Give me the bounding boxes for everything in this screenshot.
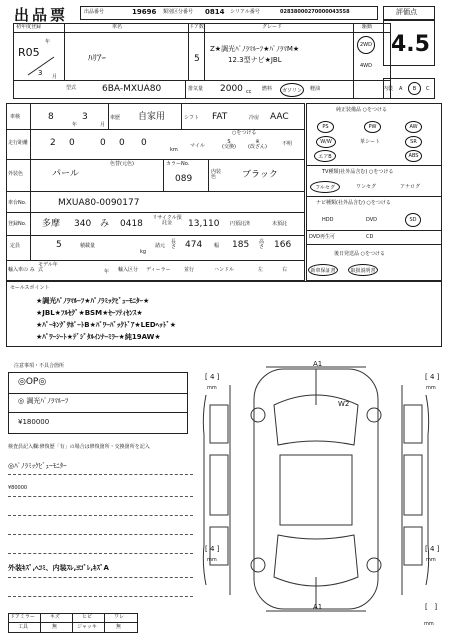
displacement-unit: cc <box>246 89 252 95</box>
mileage-opt-tampered: ※ (改ざん) <box>248 139 267 150</box>
grade-label: グレード <box>262 24 283 30</box>
bracket-unit-lb: mm <box>207 557 217 563</box>
bracket-unit-rb: mm <box>426 557 436 563</box>
handle-right: 右 <box>282 267 288 273</box>
footer-value-tool: 工具 <box>18 624 29 630</box>
car-name-label: 車名 <box>112 24 123 30</box>
eq-sr: SR <box>410 139 417 145</box>
interior-grade-b-circle <box>408 82 421 95</box>
eq-ww: W/W <box>320 139 332 145</box>
category-no-label: 類別区分番号 <box>163 9 194 15</box>
bracket-right-bottom: [ 4 ] <box>425 545 440 553</box>
displacement-value: 2000 <box>220 84 243 94</box>
notes-label: 注意事項・不具合箇所 <box>14 363 65 369</box>
import-route-label: 輸入区分 <box>118 267 139 273</box>
cd-label: CD <box>366 234 374 240</box>
exhibit-no: 19696 <box>132 8 157 16</box>
import-parallel: 並行 <box>184 267 195 273</box>
bracket-left-bottom: [ 4 ] <box>205 545 220 553</box>
dvd-play-label: DVD再生可 <box>309 234 336 240</box>
doors-label: ドア数 <box>189 24 204 30</box>
eq-aw: AW <box>409 124 418 130</box>
capacity-label: 定員 <box>10 243 21 249</box>
handle-label: ハンドル <box>214 267 235 273</box>
fuel-label: 燃料 <box>262 86 273 92</box>
inspection-label: 車検 <box>10 114 21 120</box>
import-dealer: ディーラー <box>146 267 171 273</box>
registration-class: 340 <box>74 219 92 229</box>
first-reg-month: 3 <box>38 69 43 77</box>
bracket-left-top: [ 4 ] <box>205 373 220 381</box>
interior-grade-b: B <box>412 85 417 92</box>
footer-header-mirror: ドアミラー <box>10 614 35 620</box>
score-label: 評価点 <box>396 8 417 16</box>
tv-fullseg-circle <box>310 181 340 193</box>
nav-label: ナビ種類(社外品含む) ○をつける <box>316 200 391 206</box>
eq-leather: 革シート <box>360 139 381 145</box>
registration-label: 登録No. <box>8 221 27 227</box>
bracket-right-top: [ 4 ] <box>425 373 440 381</box>
nav-hdd: HDD <box>322 217 334 223</box>
vin-value: MXUA80-0090177 <box>58 198 140 208</box>
eq-ww-circle <box>316 136 336 148</box>
grade-line2: 12.3型ナビ★JBL <box>228 56 282 64</box>
mileage-digit-2: 0 <box>69 138 75 148</box>
height-label: 高さ <box>259 239 265 250</box>
color-label: 外装色 <box>8 171 24 177</box>
drive-label: 駆動 <box>362 24 373 30</box>
load-label: 積載量 <box>80 243 96 249</box>
inspection-year-unit: 年 <box>72 122 78 128</box>
inspector-label: 検査員記入欄:修復歴「有」の場合は修復箇所・交換箇所を記入 <box>8 444 150 450</box>
later-warranty: 新車保証書 <box>310 267 336 274</box>
later-manual: 取扱説明書 <box>350 267 376 274</box>
damage-w2: W2 <box>338 400 350 408</box>
interior-grade-a: A <box>399 86 403 92</box>
registration-kana: み <box>100 219 110 229</box>
inspector-line-2: ¥80000 <box>8 485 28 491</box>
first-reg-year-unit: 年 <box>45 39 51 45</box>
eq-abs: ABS <box>408 153 419 159</box>
eq-ps-circle <box>317 121 334 133</box>
exhibit-no-label: 出品番号 <box>84 9 105 15</box>
width-value: 185 <box>232 240 250 250</box>
length-label: 長さ <box>171 239 177 250</box>
car-name: ﾊﾘｱｰ <box>88 54 107 64</box>
recycle-unit: 円預託済 <box>230 221 251 227</box>
later-warranty-circle <box>308 264 338 276</box>
mileage-digit-3: 0 <box>100 138 106 148</box>
tv-fullseg: フルセグ <box>315 184 335 191</box>
serial-label: シリアル番号 <box>230 9 260 15</box>
ac-value: AAC <box>270 112 289 122</box>
grade-line1: Z★調光ﾊﾟﾉﾗﾏﾙｰﾌ★ﾊﾟﾉﾗﾏM★ <box>210 45 300 53</box>
genuine-label: 純正装備品 ○をつける <box>336 107 387 113</box>
first-reg-divider-slash <box>26 56 56 76</box>
length-value: 474 <box>185 240 203 250</box>
footer-value-break: 無 <box>116 624 122 630</box>
bracket-right-extra: [ ] <box>425 603 438 611</box>
mileage-mile-label: マイル <box>190 143 205 149</box>
inspection-month: 3 <box>82 112 88 122</box>
sales-points-label: セールスポイント <box>10 285 50 291</box>
mileage-label: 走行距離 <box>8 140 29 146</box>
drive-4wd: 4WD <box>360 63 372 69</box>
capacity-value: 5 <box>56 240 62 250</box>
color-no: 089 <box>175 174 193 184</box>
int-color-label: 内装色 <box>211 169 222 180</box>
eq-aw-circle <box>405 121 422 133</box>
eq-airb: エアB <box>318 153 332 160</box>
bracket-unit-extra: mm <box>424 621 434 627</box>
load-unit: kg <box>140 249 147 255</box>
mark-hint: ○をつける <box>232 130 257 136</box>
inspection-month-unit: 月 <box>100 122 106 128</box>
fuel-light-oil: 軽油 <box>310 86 321 92</box>
vin-label: 車台No. <box>8 200 27 206</box>
eq-pw-circle <box>364 121 381 133</box>
mileage-digit-4: 0 <box>119 138 125 148</box>
interior-label: 内装 <box>383 86 394 92</box>
category-no: 0814 <box>205 8 225 16</box>
eq-ps: PS <box>322 124 329 130</box>
car-damage-diagram <box>196 355 446 635</box>
notes-line-1: ◎OP◎ <box>18 377 47 387</box>
handle-left: 左 <box>258 267 264 273</box>
inspector-line-1: ◎ﾊﾟﾉﾗﾐｯｸﾋﾞｭｰﾓﾆﾀｰ <box>8 462 67 470</box>
dims-label: 諸元 <box>155 243 166 249</box>
sales-point-4: ★ﾊﾟﾜｰｼｰﾄ★ﾃﾞｼﾞﾀﾙｲﾝﾅｰﾐﾗｰ★純19AW★ <box>36 333 161 341</box>
shift-label: シフト <box>184 115 200 121</box>
model-label: 型式 <box>66 85 77 91</box>
sales-point-3: ★ﾊﾟｰｷﾝｸﾞｻﾎﾟｰﾄB★ﾊﾟﾜｰﾊﾞｯｸﾄﾞｱ★LEDﾍｯﾄﾞ★ <box>36 321 176 329</box>
color-value: パール <box>52 169 79 179</box>
bracket-unit-lt: mm <box>207 385 217 391</box>
drive-2wd: 2WD <box>360 42 372 48</box>
sheet-title: 出品票 <box>14 6 69 24</box>
later-manual-circle <box>348 264 378 276</box>
mileage-digit-1: 2 <box>50 138 56 148</box>
footer-value-scratch: 無 <box>52 624 58 630</box>
int-color: ブラック <box>242 170 278 180</box>
doors-value: 5 <box>194 54 200 64</box>
color-no-label: カラーNo. <box>166 161 190 167</box>
mileage-digit-5: 0 <box>141 138 147 148</box>
ac-label: 冷房 <box>249 115 260 121</box>
eq-airb-circle <box>314 150 336 162</box>
footer-header-scratch: キズ <box>50 614 60 620</box>
first-reg-label: 初年度登録 <box>16 24 42 30</box>
usage-value: 自家用 <box>138 112 166 122</box>
first-reg-era-year: R05 <box>18 46 40 59</box>
mileage-opt-unknown: 不明 <box>282 141 293 147</box>
mileage-opt-exchanged: S (交換) <box>222 139 236 150</box>
fuel-gas-circle <box>280 83 304 97</box>
nav-dvd: DVD <box>366 217 378 223</box>
serial-no: 02838000270000043558 <box>280 9 350 15</box>
notes-line-2: ◎ 調光ﾊﾟﾉﾗﾏﾙｰﾌ <box>18 397 69 405</box>
color-change-label: 色替(元色) <box>110 161 134 167</box>
damage-a1-rear: A1 <box>313 603 323 611</box>
eq-pw: PW <box>368 124 377 130</box>
bracket-unit-rt: mm <box>426 385 436 391</box>
footer-header-break: ワレ <box>114 614 125 620</box>
model-value: 6BA-MXUA80 <box>102 84 162 94</box>
recycle-unpaid: 未預託 <box>272 221 288 227</box>
interior-grade-c: C <box>426 86 430 92</box>
tv-oneseg: ワンセグ <box>356 184 377 190</box>
damage-a1-front: A1 <box>313 360 323 368</box>
registration-area: 多摩 <box>42 219 61 229</box>
footer-header-crack: ヒビ <box>82 614 93 620</box>
recycle-label: リサイクル預託金 <box>152 215 182 226</box>
model-year-unit: 年 <box>104 269 110 275</box>
shift-value: FAT <box>212 112 228 122</box>
tv-analog: アナログ <box>400 184 421 190</box>
import-label: 輸入車の み <box>8 267 35 273</box>
sales-point-1: ★調光ﾊﾟﾉﾗﾏﾙｰﾌ★ﾊﾟﾉﾗﾐｯｸﾋﾞｭｰﾓﾆﾀｰ★ <box>36 297 150 305</box>
height-value: 166 <box>274 240 292 250</box>
nav-sd-circle <box>405 213 421 227</box>
drive-2wd-circle <box>357 36 375 54</box>
notes-line-3: ¥180000 <box>18 418 50 426</box>
score-value: 4.5 <box>391 32 430 57</box>
later-label: 後日発送品 ○をつける <box>334 251 385 257</box>
eq-abs-circle <box>405 150 422 162</box>
displacement-label: 排気量 <box>188 86 204 92</box>
footer-value-jack: ジャッキ <box>77 624 97 630</box>
usage-label: 車歴 <box>110 115 121 121</box>
recycle-amount: 13,110 <box>188 219 220 229</box>
tv-label: TV種類(社外品含む) ○をつける <box>322 169 394 175</box>
inspection-year: 8 <box>48 112 54 122</box>
nav-sd: SD <box>409 217 417 223</box>
model-year-label: モデル年式 <box>38 262 58 273</box>
inspector-line-exterior: 外装ｷｽﾞ,ﾍｺﾐ、内装ｽﾚ,ﾖｺﾞﾚ,ｷｽﾞA <box>8 564 109 572</box>
mileage-unit: km <box>170 147 178 153</box>
eq-sr-circle <box>405 136 422 148</box>
first-reg-month-unit: 月 <box>52 74 58 80</box>
fuel-gas: ガソリン <box>281 87 302 94</box>
sales-point-2: ★JBL★ﾌﾙｾｸﾞ★BSM★ｾｰﾌﾃｨｾﾝｽ★ <box>36 309 143 317</box>
registration-number: 0418 <box>120 219 143 229</box>
width-label: 幅 <box>214 243 220 249</box>
